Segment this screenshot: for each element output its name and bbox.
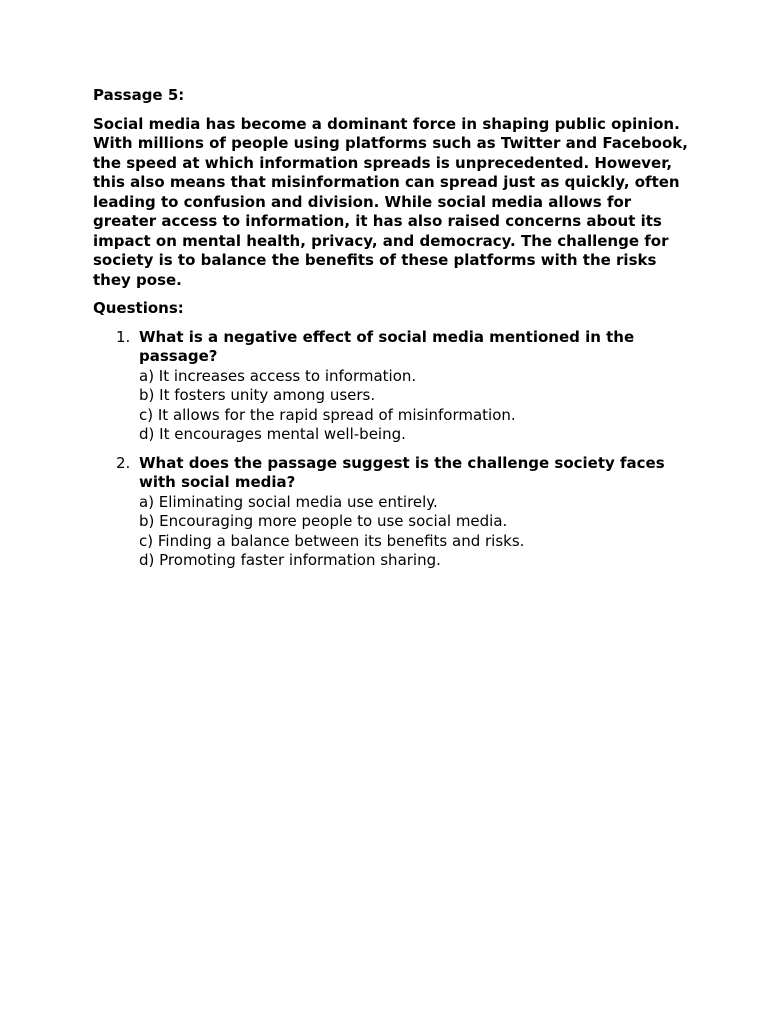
question-item [93,328,693,445]
answer-option: a) Eliminating social media use entirely. [139,492,438,511]
answer-option: b) It fosters unity among users. [139,386,376,404]
questions-list [93,328,693,571]
question-text: What is a negative effect of social media mentioned in the passage? [139,327,635,365]
answer-option: d) It encourages mental well-being. [139,425,406,443]
question-number: 2. [116,453,131,472]
answer-option: c) It allows for the rapid spread of misinformation. [139,405,516,424]
answer-option: a) It increases access to information. [139,366,417,385]
question-item [93,454,693,571]
answer-option: b) Encouraging more people to use social media. [139,512,508,530]
question-text: What does the passage suggest is the challenge society faces with social media? [139,453,665,491]
passage-text: Social media has become a dominant force in shaping public opinion. With millions of people using platforms such as Twitter and Facebook, the speed at which information spreads is unprecedented. However, this also means that misinformation can spread just as quickly, often leading to confusion and division. While social media allows for greater access to information, it has also raised concerns about its impact on mental health, privacy, and democracy. The challenge for society is to balance the benefits of these platforms with the risks they pose. [93,114,688,289]
question-number: 1. [116,327,131,346]
document-page [93,86,693,580]
answer-option: d) Promoting faster information sharing. [139,551,441,569]
passage-title: Passage 5: [93,86,185,104]
questions-heading: Questions: [93,299,184,317]
answer-option: c) Finding a balance between its benefits and risks. [139,531,525,550]
